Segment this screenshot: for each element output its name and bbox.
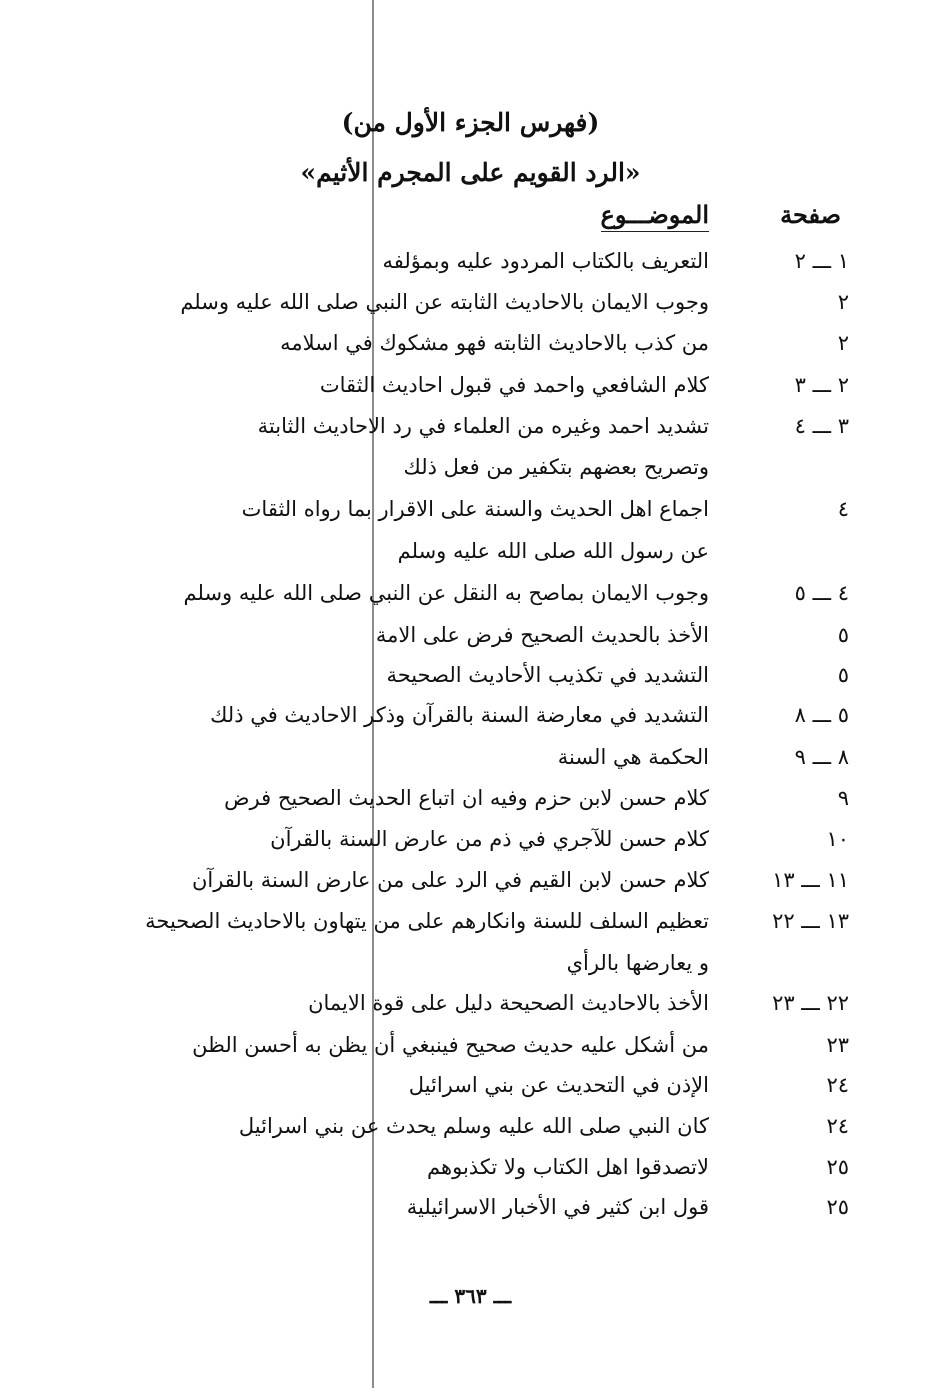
index-row-page: ٤	[837, 497, 849, 521]
index-row-topic: وجوب الايمان بماصح به النقل عن النبي صلى الله عليه وسلم	[183, 581, 709, 605]
index-row-page: ٢٤	[826, 1073, 849, 1097]
index-row-page: ٢٤	[826, 1114, 849, 1138]
index-row-topic: اجماع اهل الحديث والسنة على الاقرار بما رواه الثقات	[241, 497, 709, 521]
index-row-page: ١١ ـــ ١٣	[772, 868, 849, 892]
index-row-topic: كلام حسن للآجري في ذم من عارض السنة بالقرآن	[270, 827, 709, 851]
index-title: (فهرس الجزء الأول من)	[341, 108, 600, 137]
index-row-topic: كلام حسن لابن القيم في الرد على من عارض السنة بالقرآن	[191, 868, 709, 892]
page-number: ـــ ٣٦٣ ـــ	[429, 1284, 512, 1308]
index-row-topic: الحكمة هي السنة	[557, 745, 709, 769]
index-row-page: ٨ ـــ ٩	[794, 745, 849, 769]
index-row-topic: التشديد في تكذيب الأحاديث الصحيحة	[386, 663, 709, 687]
topic-header-underline	[601, 231, 709, 232]
index-row-page: ٢٥	[826, 1195, 849, 1219]
index-row-topic: التشديد في معارضة السنة بالقرآن وذكر الاحاديث في ذلك	[210, 703, 709, 727]
index-row-page: ٥	[837, 623, 849, 647]
index-row-page: ١٠	[826, 827, 849, 851]
index-row-page: ٢٥	[826, 1155, 849, 1179]
index-row-page: ٩	[837, 786, 849, 810]
index-row-page: ٢٣	[826, 1033, 849, 1057]
scan-fold-line	[372, 0, 374, 1388]
index-row-topic: الإذن في التحديث عن بني اسرائيل	[408, 1073, 709, 1097]
index-row-topic-continuation: وتصريح بعضهم بتكفير من فعل ذلك	[403, 455, 709, 479]
index-row-topic: من كذب بالاحاديث الثابته فهو مشكوك في اسلامه	[280, 331, 709, 355]
index-row-topic: من أشكل عليه حديث صحيح فينبغي أن يظن به أحسن الظن	[192, 1033, 709, 1057]
index-row-topic: لاتصدقوا اهل الكتاب ولا تكذبوهم	[427, 1155, 709, 1179]
index-row-topic: التعريف بالكتاب المردود عليه وبمؤلفه	[382, 249, 709, 273]
index-row-page: ٢	[837, 290, 849, 314]
index-row-topic: كلام حسن لابن حزم وفيه ان اتباع الحديث الصحيح فرض	[224, 786, 709, 810]
index-row-topic: كلام الشافعي واحمد في قبول احاديث الثقات	[319, 373, 709, 397]
index-row-topic: الأخذ بالاحاديث الصحيحة دليل على قوة الايمان	[308, 991, 709, 1015]
index-row-topic: قول ابن كثير في الأخبار الاسرائيلية	[406, 1195, 709, 1219]
index-row-topic: الأخذ بالحديث الصحيح فرض على الامة	[375, 623, 709, 647]
index-row-page: ٤ ـــ ٥	[794, 581, 849, 605]
index-row-page: ٢٢ ـــ ٢٣	[772, 991, 849, 1015]
index-row-page: ١٣ ـــ ٢٢	[772, 909, 849, 933]
index-row-page: ٢	[837, 331, 849, 355]
index-row-page: ١ ـــ ٢	[794, 249, 849, 273]
topic-column-header: الموضـــوع	[600, 200, 709, 229]
index-row-topic-continuation: عن رسول الله صلى الله عليه وسلم	[397, 539, 709, 563]
index-row-page: ٥	[837, 663, 849, 687]
index-row-topic: كان النبي صلى الله عليه وسلم يحدث عن بني اسرائيل	[238, 1114, 709, 1138]
book-title: «الرد القويم على المجرم الأثيم»	[300, 158, 641, 187]
index-row-page: ٢ ـــ ٣	[794, 373, 849, 397]
index-row-topic: تشديد احمد وغيره من العلماء في رد الاحاديث الثابتة	[257, 414, 709, 438]
index-row-topic: وجوب الايمان بالاحاديث الثابته عن النبي صلى الله عليه وسلم	[180, 290, 709, 314]
index-row-topic-continuation: و يعارضها بالرأي	[566, 951, 709, 975]
page-column-header: صفحة	[780, 200, 841, 229]
index-row-topic: تعظيم السلف للسنة وانكارهم على من يتهاون بالاحاديث الصحيحة	[145, 909, 709, 933]
index-row-page: ٥ ـــ ٨	[794, 703, 849, 727]
index-row-page: ٣ ـــ ٤	[794, 414, 849, 438]
